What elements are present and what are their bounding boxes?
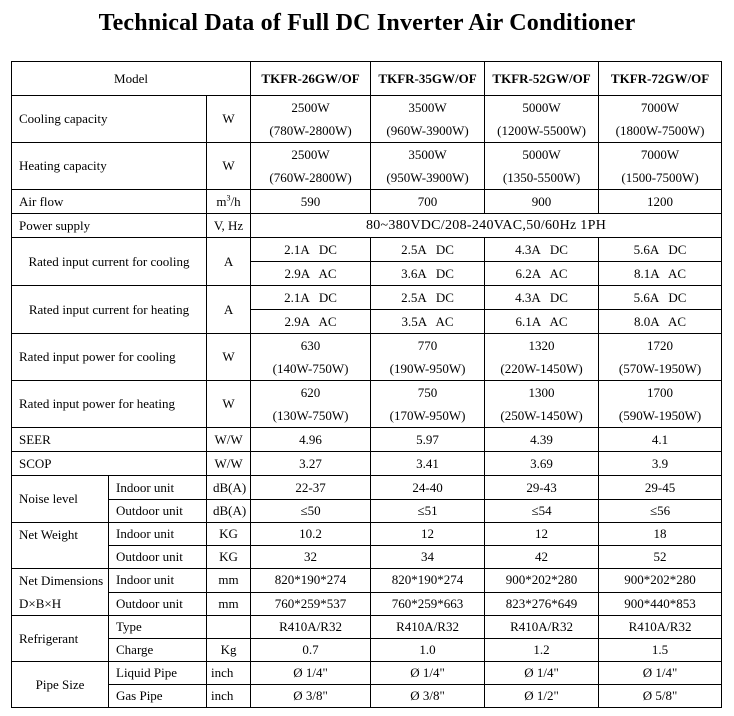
sub-label: Charge (109, 639, 207, 662)
unit-cell: inch (207, 685, 251, 708)
value-cell: 620 (130W-750W) (251, 381, 371, 428)
value-cell: 900 (485, 190, 599, 214)
sub-label: Indoor unit (109, 569, 207, 593)
sub-label: Outdoor unit (109, 500, 207, 523)
value-cell: ≤54 (485, 500, 599, 523)
value-cell: R410A/R32 (485, 616, 599, 639)
row-label: Rated input current for cooling (12, 238, 207, 286)
value-cell: Ø 1/4" (599, 662, 722, 685)
value-cell: 24-40 (371, 476, 485, 500)
value-cell: 32 (251, 546, 371, 569)
value-cell: 3.27 (251, 452, 371, 476)
table-row-air-flow (12, 190, 722, 214)
value-cell: 820*190*274 (371, 569, 485, 593)
value-cell: 1700 (590W-1950W) (599, 381, 722, 428)
value-cell: 5000W (1350-5500W) (485, 143, 599, 190)
value-cell: 1200 (599, 190, 722, 214)
model-name: TKFR-72GW/OF (599, 62, 722, 96)
table-row-current-cooling (12, 238, 722, 262)
table-row-pipe-gas (12, 685, 722, 708)
value-cell: R410A/R32 (371, 616, 485, 639)
value-cell: 7000W (1800W-7500W) (599, 96, 722, 143)
row-label: Rated input power for cooling (12, 334, 207, 381)
value-cell: 2500W (760W-2800W) (251, 143, 371, 190)
value-cell: 5.97 (371, 428, 485, 452)
table-row-power-cooling (12, 334, 722, 381)
value-cell: 29-43 (485, 476, 599, 500)
value-cell: 3.5A AC (371, 310, 485, 334)
value-cell: 770 (190W-950W) (371, 334, 485, 381)
unit-cell: mm (207, 592, 251, 616)
value-cell: 6.1A AC (485, 310, 599, 334)
value-cell: 10.2 (251, 523, 371, 546)
unit-cell: W (207, 143, 251, 190)
value-cell: 52 (599, 546, 722, 569)
table-row-power-supply (12, 214, 722, 238)
value-cell: Ø 3/8" (251, 685, 371, 708)
value-cell: Ø 3/8" (371, 685, 485, 708)
value-cell: 900*202*280 (599, 569, 722, 593)
value-cell: 29-45 (599, 476, 722, 500)
value-cell: 3500W (950W-3900W) (371, 143, 485, 190)
unit-cell: W (207, 96, 251, 143)
table-row-noise-outdoor (12, 500, 722, 523)
table-row-refrigerant-type (12, 616, 722, 639)
value-cell: Ø 5/8" (599, 685, 722, 708)
value-cell: 4.39 (485, 428, 599, 452)
unit-cell: $m^3/h$ (207, 190, 251, 214)
unit-cell: KG (207, 546, 251, 569)
value-cell: 700 (371, 190, 485, 214)
value-cell: 1300 (250W-1450W) (485, 381, 599, 428)
sub-label: Indoor unit (109, 476, 207, 500)
table-row-weight-indoor (12, 523, 722, 546)
sub-label: Liquid Pipe (109, 662, 207, 685)
value-cell: 590 (251, 190, 371, 214)
value-cell: 42 (485, 546, 599, 569)
table-row-cooling-capacity (12, 96, 722, 143)
unit-cell: KG (207, 523, 251, 546)
group-label: Net Weight (12, 523, 109, 569)
group-label: Noise level (12, 476, 109, 523)
value-cell: ≤51 (371, 500, 485, 523)
value-cell: 34 (371, 546, 485, 569)
row-label: SCOP (12, 452, 207, 476)
value-cell: 3.41 (371, 452, 485, 476)
spec-table (11, 61, 722, 708)
unit-cell: V, Hz (207, 214, 251, 238)
value-cell: 5000W (1200W-5500W) (485, 96, 599, 143)
page-title: Technical Data of Full DC Inverter Air Conditioner (98, 10, 636, 36)
value-cell: Ø 1/2" (485, 685, 599, 708)
value-cell: 0.7 (251, 639, 371, 662)
table-row-model (12, 62, 722, 96)
value-cell: 22-37 (251, 476, 371, 500)
value-cell: 823*276*649 (485, 592, 599, 616)
unit-cell: W (207, 381, 251, 428)
value-cell: ≤50 (251, 500, 371, 523)
value-cell: 1.5 (599, 639, 722, 662)
sub-label: Outdoor unit (109, 592, 207, 616)
value-cell: 2500W (780W-2800W) (251, 96, 371, 143)
value-cell: Ø 1/4" (251, 662, 371, 685)
table-row-noise-indoor (12, 476, 722, 500)
value-cell: 750 (170W-950W) (371, 381, 485, 428)
value-cell: Ø 1/4" (485, 662, 599, 685)
sub-label: Gas Pipe (109, 685, 207, 708)
value-cell: 5.6A DC (599, 286, 722, 310)
value-cell: 1.2 (485, 639, 599, 662)
table-row-scop (12, 452, 722, 476)
value-cell: 2.9A AC (251, 262, 371, 286)
value-cell: 2.5A DC (371, 238, 485, 262)
row-label: Cooling capacity (12, 96, 207, 143)
value-cell: 3.69 (485, 452, 599, 476)
unit-cell: W (207, 334, 251, 381)
value-cell: 6.2A AC (485, 262, 599, 286)
table-row-power-heating (12, 381, 722, 428)
table-row-seer (12, 428, 722, 452)
table-row-heating-capacity (12, 143, 722, 190)
group-label: Pipe Size (12, 662, 109, 708)
value-cell: 1.0 (371, 639, 485, 662)
row-label: Rated input current for heating (12, 286, 207, 334)
value-cell: 7000W (1500-7500W) (599, 143, 722, 190)
value-cell: 2.1A DC (251, 286, 371, 310)
value-cell: 900*202*280 (485, 569, 599, 593)
unit-cell: A (207, 238, 251, 286)
value-cell: 8.1A AC (599, 262, 722, 286)
model-label: Model (12, 62, 251, 96)
sub-label: Type (109, 616, 207, 639)
value-cell: 2.1A DC (251, 238, 371, 262)
unit-cell: dB(A) (207, 476, 251, 500)
value-cell: 4.3A DC (485, 286, 599, 310)
value-cell: Ø 1/4" (371, 662, 485, 685)
unit-cell: W/W (207, 428, 251, 452)
value-cell: 820*190*274 (251, 569, 371, 593)
value-cell: 760*259*537 (251, 592, 371, 616)
unit-cell: W/W (207, 452, 251, 476)
value-cell: 1720 (570W-1950W) (599, 334, 722, 381)
value-cell: ≤56 (599, 500, 722, 523)
unit-cell: Kg (207, 639, 251, 662)
row-label: Heating capacity (12, 143, 207, 190)
value-cell: 3.6A DC (371, 262, 485, 286)
sub-label: Outdoor unit (109, 546, 207, 569)
row-label: Air flow (12, 190, 207, 214)
value-cell: 3.9 (599, 452, 722, 476)
table-row-dimensions-indoor (12, 569, 722, 593)
value-cell: 900*440*853 (599, 592, 722, 616)
row-label: SEER (12, 428, 207, 452)
value-cell: 8.0A AC (599, 310, 722, 334)
value-cell: 4.3A DC (485, 238, 599, 262)
value-cell: 12 (485, 523, 599, 546)
value-cell: 80~380VDC/208-240VAC,50/60Hz 1PH (251, 214, 722, 238)
value-cell: 630 (140W-750W) (251, 334, 371, 381)
table-row-pipe-liquid (12, 662, 722, 685)
value-cell: 4.1 (599, 428, 722, 452)
model-name: TKFR-52GW/OF (485, 62, 599, 96)
value-cell: R410A/R32 (251, 616, 371, 639)
value-cell: 2.9A AC (251, 310, 371, 334)
unit-cell (207, 616, 251, 639)
table-row-weight-outdoor (12, 546, 722, 569)
unit-cell: dB(A) (207, 500, 251, 523)
model-name: TKFR-26GW/OF (251, 62, 371, 96)
table-row-dimensions-outdoor (12, 592, 722, 616)
table-row-current-heating (12, 286, 722, 310)
value-cell: 760*259*663 (371, 592, 485, 616)
value-cell: 2.5A DC (371, 286, 485, 310)
row-label: Power supply (12, 214, 207, 238)
unit-cell: inch (207, 662, 251, 685)
table-row-refrigerant-charge (12, 639, 722, 662)
value-cell: 3500W (960W-3900W) (371, 96, 485, 143)
value-cell: 4.96 (251, 428, 371, 452)
model-name: TKFR-35GW/OF (371, 62, 485, 96)
unit-cell: mm (207, 569, 251, 593)
group-label: Refrigerant (12, 616, 109, 662)
value-cell: 12 (371, 523, 485, 546)
group-label: Net Dimensions D×B×H (12, 569, 109, 616)
unit-cell: A (207, 286, 251, 334)
value-cell: R410A/R32 (599, 616, 722, 639)
value-cell: 5.6A DC (599, 238, 722, 262)
row-label: Rated input power for heating (12, 381, 207, 428)
sub-label: Indoor unit (109, 523, 207, 546)
value-cell: 1320 (220W-1450W) (485, 334, 599, 381)
value-cell: 18 (599, 523, 722, 546)
